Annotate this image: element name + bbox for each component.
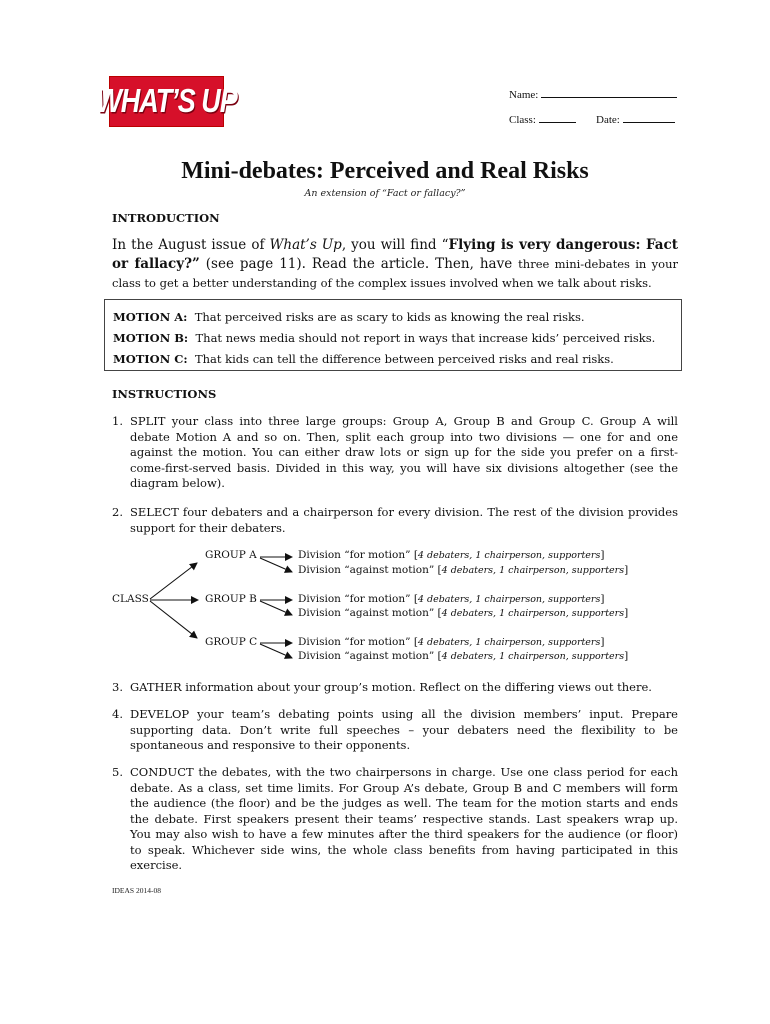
arrow-b-against [260, 601, 292, 615]
introduction-text: In the August issue of What’s Up, you will find “Flying is very dangerous: Fact or fallacy?” (see page 11). Read the article. Then, have three mini-debates in your class to get a better understanding of the complex issues involved when we talk about risks. [112, 237, 679, 290]
footer-code: IDEAS 2014-08 [112, 886, 161, 895]
class-label: Class: [509, 114, 536, 126]
page-subtitle: An extension of “Fact or fallacy?” [304, 188, 466, 199]
group-a-label: GROUP A [205, 549, 257, 561]
arrow-class-to-c [150, 601, 197, 638]
arrow-c-against [260, 644, 292, 658]
group-a-for: Division “for motion” [4 debaters, 1 chairperson, supporters] [298, 549, 605, 561]
diagram-class-label: CLASS [112, 593, 149, 605]
motion-c: MOTION C: That kids can tell the difference between perceived risks and real risks. [113, 352, 614, 366]
group-a-against: Division “against motion” [4 debaters, 1 chairperson, supporters] [298, 564, 629, 576]
page-title: Mini-debates: Perceived and Real Risks [181, 158, 589, 184]
motion-a: MOTION A: That perceived risks are as scary to kids as knowing the real risks. [113, 310, 585, 324]
name-label: Name: [509, 89, 539, 101]
group-c-label: GROUP C [205, 636, 258, 648]
logo-text: WHAT’S UP [96, 82, 237, 120]
step-3: 3. GATHER information about your group’s motion. Reflect on the differing views out there. [112, 680, 652, 694]
arrow-a-against [260, 558, 292, 572]
date-label: Date: [596, 114, 620, 126]
group-b-label: GROUP B [205, 593, 257, 605]
introduction-heading: INTRODUCTION [112, 211, 220, 225]
group-b-for: Division “for motion” [4 debaters, 1 chairperson, supporters] [298, 593, 605, 605]
group-c-for: Division “for motion” [4 debaters, 1 chairperson, supporters] [298, 636, 605, 648]
group-c-against: Division “against motion” [4 debaters, 1 chairperson, supporters] [298, 650, 629, 662]
motion-b: MOTION B: That news media should not report in ways that increase kids’ perceived risks. [113, 331, 656, 345]
step-2: 2. SELECT four debaters and a chairperson for every division. The rest of the division provides support for their debaters. [112, 505, 678, 535]
step-5: 5. CONDUCT the debates, with the two chairpersons in charge. Use one class period for each debate. As a class, set time limits. For Group A’s debate, Group B and C members will form the audience (the floor) and be the judges as well. The team for the motion starts and ends the debate. First speakers present their teams’ respective stands. Last speakers wrap up. You may also wish to have a few minutes after the third speakers for the audience (or floor) to speak. Whichever side wins, the whole class benefits from having participated in this exercise. [112, 765, 678, 872]
article-title: Flying is very dangerous: Fact or fallacy?” [112, 237, 679, 272]
step-1: 1. SPLIT your class into three large groups: Group A, Group B and Group C. Group A will debate Motion A and so on. Then, split each group into two divisions — one for and one against the motion. You can either draw lots or sign up for the side you prefer on a first-come-first-served basis. Divided in this way, you will have six divisions altogether (see the diagram below). [112, 414, 678, 490]
instructions-heading: INSTRUCTIONS [112, 387, 217, 401]
step-4: 4. DEVELOP your team’s debating points using all the division members’ input. Prepare supporting data. Don’t write full speeches – your debaters need the flexibility to be spontaneous and responsive to their opponents. [112, 707, 678, 752]
magazine-name: What’s Up [269, 237, 342, 253]
group-b-against: Division “against motion” [4 debaters, 1 chairperson, supporters] [298, 607, 629, 619]
arrow-class-to-a [150, 563, 197, 599]
